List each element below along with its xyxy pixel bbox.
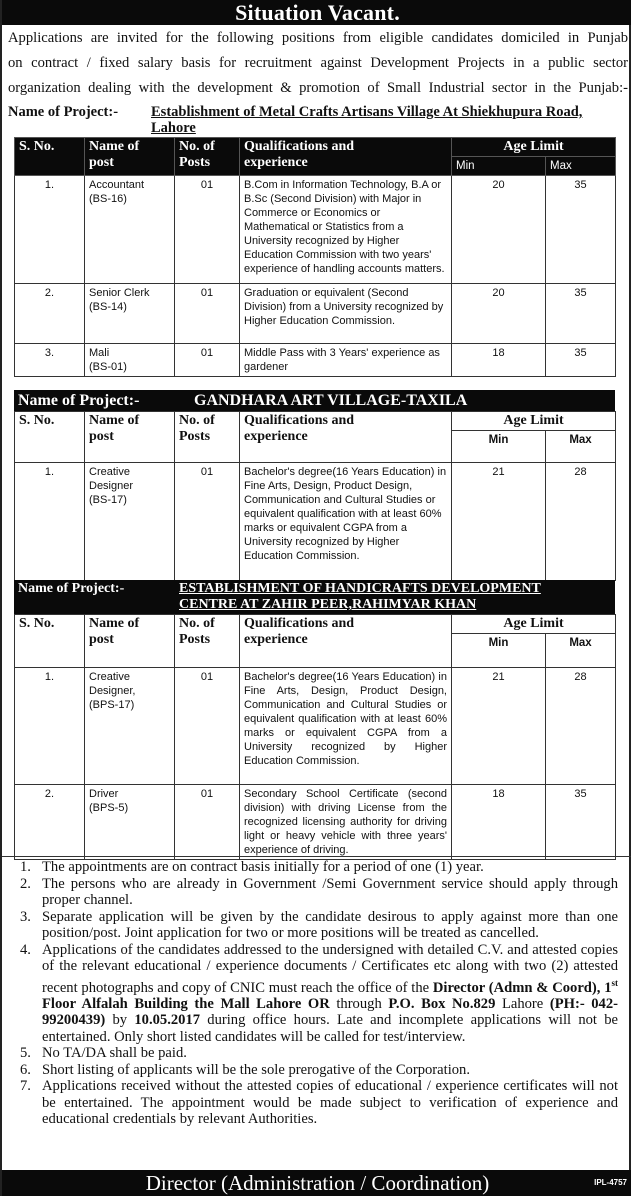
notes-list [20, 859, 618, 1128]
col-qualification: Qualifications and experience [240, 615, 452, 668]
table-header-row [15, 615, 616, 634]
col-age-max: Max [546, 157, 616, 176]
ad-code: IPL-4757 [594, 1178, 627, 1187]
table-row: 1. Accountant (BS-16) 01 B.Com in Information Technology, B.A or B.Sc (Second Division) with Major in Commerce or Economics or Mathematical or Statistics from a University recognized by Higher Education Commission with two years' experience of handling accounts matters. 20 35 [15, 176, 616, 284]
project-3-table [14, 614, 616, 860]
po-box: P.O. Box No.829 [388, 995, 496, 1012]
col-post: Name of post [85, 138, 175, 176]
phone-number: (PH:- 042-99200439) [42, 995, 618, 1029]
signatory: Director (Administration / Coordination) [145, 1171, 490, 1195]
intro-paragraph [8, 26, 628, 101]
office-address: Director (Admn & Coord), 1 [432, 979, 612, 996]
note-item: 3. Separate application will be given by the candidate desirous to apply against more than one position/post. Joint application for two or more positions will be treated as cancelled. [20, 908, 618, 941]
note-item: 7. Applications received without the attested copies of educational / experience certificates will not be entertained. The appointment would be made subject to verification of experience and educational credentials by relevant Authorities. [20, 1078, 618, 1128]
deadline-date: 10.05.2017 [134, 1012, 201, 1029]
project-name: GANDHARA ART VILLAGE-TAXILA [194, 392, 468, 409]
col-posts-count: No. of Posts [175, 412, 240, 463]
table-row: 1. Creative Designer (BS-17) 01 Bachelor's degree(16 Years Education) in Fine Arts, Design, Product Design, Communication and Cultural Studies or equivalent qualification with at least 60% marks or equivalent CGPA from a University recognized by Higher Education Commission. 21 28 [15, 463, 616, 581]
col-sno: S. No. [15, 615, 85, 668]
table-row: 1. Creative Designer, (BPS-17) 01 Bachelor's degree(16 Years Education) in Fine Arts, Design, Product Design, Communication and Cultural Studies or equivalent qualification with at least 60% marks or equivalent CGPA from a University recognized by Higher Education Commission. 21 28 [15, 668, 616, 785]
col-age-max: Max [546, 431, 616, 463]
terms-and-conditions [2, 856, 631, 1170]
project-2-table [14, 411, 616, 581]
project-2-heading [14, 390, 615, 411]
project-label: Name of Project:- [18, 392, 140, 409]
table-row: 3. Mali (BS-01) 01 Middle Pass with 3 Years' experience as gardener 18 35 [15, 344, 616, 377]
col-age-min: Min [452, 431, 546, 463]
col-qualification: Qualifications and experience [240, 138, 452, 176]
note-item: 2. The persons who are already in Government /Semi Government service should apply through proper channel. [20, 875, 618, 908]
col-post: Name of post [85, 615, 175, 668]
col-age-min: Min [452, 157, 546, 176]
col-sno: S. No. [15, 138, 85, 176]
project-name: ESTABLISHMENT OF HANDICRAFTS DEVELOPMENT CENTRE AT ZAHIR PEER,RAHIMYAR KHAN [179, 581, 541, 612]
project-label: Name of Project:- [8, 104, 119, 120]
note-item: 4. Applications of the candidates addressed to the undersigned with detailed C.V. and attested copies of the relevant educational / experience documents / Certificates etc along with two (2) attested recent photographs and copy of CNIC must reach the office of the Director (Admn & Coord), 1st Floor Alfalah Building the Mall Lahore OR through P.O. Box No.829 Lahore (PH:- 042-99200439) by 10.05.2017 during office hours. Late and incomplete applications will not be entertained. Only short listed candidates will be called for test/interview. [20, 941, 619, 1045]
project-3-heading [14, 580, 615, 614]
col-post: Name of post [85, 412, 175, 463]
note-item: 6. Short listing of applicants will be the sole prerogative of the Corporation. [20, 1061, 470, 1078]
signature-bar [2, 1170, 631, 1196]
col-age-limit: Age Limit [452, 138, 616, 157]
col-posts-count: No. of Posts [175, 138, 240, 176]
col-age-limit: Age Limit [452, 412, 616, 431]
col-qualification: Qualifications and experience [240, 412, 452, 463]
intro-line: organization dealing with the development & promotion of Small Industrial sector in the Punjab:- [8, 80, 628, 96]
project-label: Name of Project:- [18, 581, 125, 596]
project-1-table [14, 137, 616, 377]
project-name: Establishment of Metal Crafts Artisans Village At Shiekhupura Road, Lahore [151, 104, 583, 136]
col-age-max: Max [546, 634, 616, 668]
note-item: 1. The appointments are on contract basis initially for a period of one (1) year. [20, 859, 484, 875]
col-sno: S. No. [15, 412, 85, 463]
col-age-limit: Age Limit [452, 615, 616, 634]
ad-title: Situation Vacant. [2, 0, 631, 25]
table-header-row [15, 138, 616, 157]
col-age-min: Min [452, 634, 546, 668]
table-row: 2. Driver (BPS-5) 01 Secondary School Certificate (second division) with driving License from the recognized licensing authority for driving light or heavy vehicle with three years' experience of driving. 18 35 [15, 785, 616, 860]
table-header-row [15, 412, 616, 431]
intro-line: Applications are invited for the following positions from eligible candidates domiciled in Punjab [8, 30, 628, 46]
table-row: 2. Senior Clerk (BS-14) 01 Graduation or equivalent (Second Division) from a University recognized by Higher Education Commission. 20 35 [15, 284, 616, 344]
col-posts-count: No. of Posts [175, 615, 240, 668]
note-item: 5. No TA/DA shall be paid. [20, 1045, 187, 1062]
intro-line: on contract / fixed salary basis for recruitment against Development Projects in a public sector [8, 55, 628, 71]
